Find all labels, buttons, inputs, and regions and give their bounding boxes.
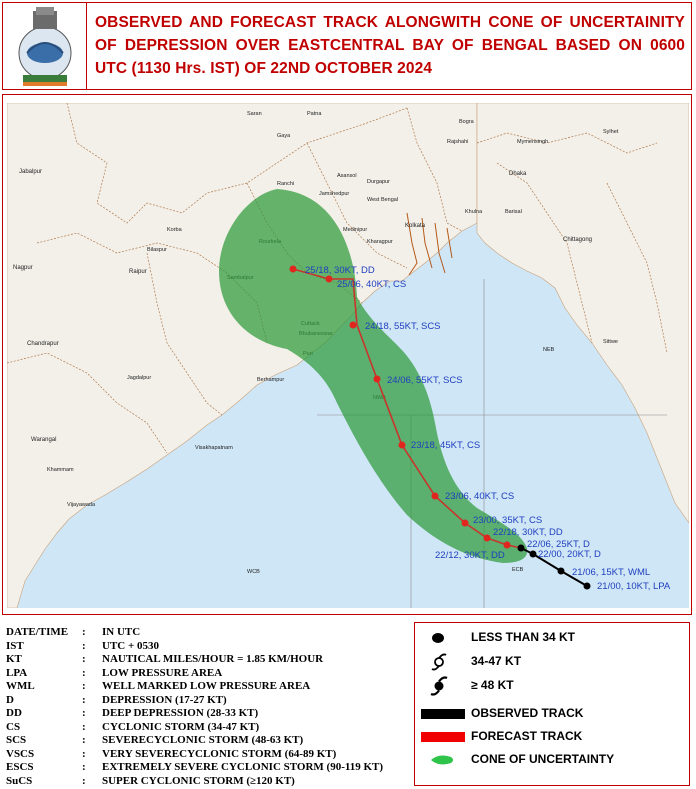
svg-text:Sittwe: Sittwe <box>603 339 618 345</box>
map-title: OBSERVED AND FORECAST TRACK ALONGWITH CONE OF UNCERTAINITY OF DEPRESSION OVER EASTCENTRAL BAY OF BENGAL BASED ON 0600 UTC (1130 Hrs. IST) OF 22ND OCTOBER 2024 <box>95 14 685 77</box>
logo-box <box>3 3 87 89</box>
track-point-forecast <box>432 493 439 500</box>
legend-item: CONE OF UNCERTAINTY <box>415 749 689 771</box>
cyclone-open-icon <box>429 652 449 672</box>
svg-text:Saran: Saran <box>247 111 262 117</box>
track-point-forecast <box>326 276 333 283</box>
svg-text:Jabalpur: Jabalpur <box>19 169 43 175</box>
svg-text:Kolkata: Kolkata <box>405 223 426 229</box>
track-label: 23/18, 45KT, CS <box>411 440 481 451</box>
header <box>2 2 692 90</box>
track-label: 22/12, 30KT, DD <box>435 550 505 561</box>
svg-text:Chittagong: Chittagong <box>563 237 593 243</box>
region-label-wcb: WCB <box>247 569 260 575</box>
track-point-observed <box>530 551 537 558</box>
track-point-forecast <box>462 520 469 527</box>
legend-item: LESS THAN 34 KT <box>415 627 689 649</box>
region-label-ecb: ECB <box>512 567 524 573</box>
track-label: 21/06, 15KT, WML <box>572 567 651 578</box>
track-point-forecast <box>290 266 297 273</box>
svg-text:West Bengal: West Bengal <box>367 197 399 203</box>
abbreviation-legend: DATE/TIME : IN UTC IST : UTC + 0530 KT : NAUTICAL MILES/HOUR = 1.85 KM/HOUR LPA : LOW PRESSURE AREA WML : WELL MARKED LOW PRESSURE AREA D : DEPRESSION (17-27 KT) DD : DEEP DEPRESSION (28-33 KT) CS : CYCLONIC STORM (34-47 KT) SCS : SEVERECYCLONIC STORM (48-63 KT) VSCS : VERY SEVERECYCLONIC STORM (64-89 KT) ESCS : EXTREMELY SEVERE CYCLONIC STORM (90-119 KT) SuCS : SUPER CYCLONIC STORM (≥120 KT) <box>6 626 384 787</box>
svg-text:Barisal: Barisal <box>505 209 522 215</box>
svg-text:Raipur: Raipur <box>129 269 147 275</box>
track-point-forecast <box>504 542 511 549</box>
track-label: 25/06, 40KT, CS <box>337 279 407 290</box>
black-dot-icon <box>429 630 449 646</box>
track-point-forecast <box>484 535 491 542</box>
track-map <box>2 94 692 615</box>
svg-text:Warangal: Warangal <box>31 437 57 443</box>
black-line-icon <box>421 707 467 721</box>
region-label-neb: NEB <box>543 347 555 353</box>
svg-text:Dhaka: Dhaka <box>509 171 527 177</box>
green-cone-icon <box>429 753 459 767</box>
track-point-forecast <box>374 376 381 383</box>
svg-text:Jamshedpur: Jamshedpur <box>319 191 350 197</box>
track-label: 22/06, 25KT, D <box>527 539 590 550</box>
svg-text:Mymensingh: Mymensingh <box>517 139 549 145</box>
svg-text:Chandrapur: Chandrapur <box>27 341 59 347</box>
red-line-icon <box>421 730 467 744</box>
track-point-observed <box>584 583 591 590</box>
track-label: 22/00, 20KT, D <box>538 549 601 560</box>
track-point-observed <box>558 568 565 575</box>
track-label: 23/00, 35KT, CS <box>473 515 543 526</box>
svg-text:Vijayawada: Vijayawada <box>67 502 96 508</box>
legend-item: FORECAST TRACK <box>415 726 689 748</box>
track-label: 24/06, 55KT, SCS <box>387 375 463 386</box>
track-label: 25/18, 30KT, DD <box>305 265 375 276</box>
svg-text:Bogra: Bogra <box>459 119 474 125</box>
track-point-forecast <box>350 322 357 329</box>
symbol-legend <box>414 622 690 786</box>
svg-text:Rajshahi: Rajshahi <box>447 139 469 145</box>
svg-text:Khammam: Khammam <box>47 467 74 473</box>
svg-text:Ranchi: Ranchi <box>277 181 295 187</box>
svg-text:Sylhet: Sylhet <box>603 129 619 135</box>
svg-text:Gaya: Gaya <box>277 133 291 139</box>
legend-item: ≥ 48 KT <box>415 675 689 697</box>
svg-text:Berhampur: Berhampur <box>257 377 285 383</box>
track-label: 21/00, 10KT, LPA <box>597 581 671 592</box>
track-point-forecast <box>399 442 406 449</box>
svg-text:Korba: Korba <box>167 227 182 233</box>
svg-text:Bilaspur: Bilaspur <box>147 247 167 253</box>
svg-text:Durgapur: Durgapur <box>367 179 390 185</box>
track-label: 22/18, 30KT, DD <box>493 527 563 538</box>
imd-emblem-icon <box>3 3 87 89</box>
svg-text:Asansol: Asansol <box>337 173 357 179</box>
legend-item: OBSERVED TRACK <box>415 703 689 725</box>
track-point-observed <box>518 545 525 552</box>
svg-text:Jagdalpur: Jagdalpur <box>127 375 152 381</box>
svg-text:Visakhapatnam: Visakhapatnam <box>195 445 233 451</box>
svg-text:Kharagpur: Kharagpur <box>367 239 393 245</box>
legend-item: 34-47 KT <box>415 651 689 673</box>
track-label: 24/18, 55KT, SCS <box>365 321 441 332</box>
svg-text:Medinipur: Medinipur <box>343 227 368 233</box>
svg-text:Khulna: Khulna <box>465 209 483 215</box>
map-canvas <box>7 103 689 608</box>
track-label: 23/06, 40KT, CS <box>445 491 515 502</box>
cyclone-filled-icon <box>429 676 449 696</box>
svg-text:Patna: Patna <box>307 111 322 117</box>
svg-text:Nagpur: Nagpur <box>13 265 33 271</box>
